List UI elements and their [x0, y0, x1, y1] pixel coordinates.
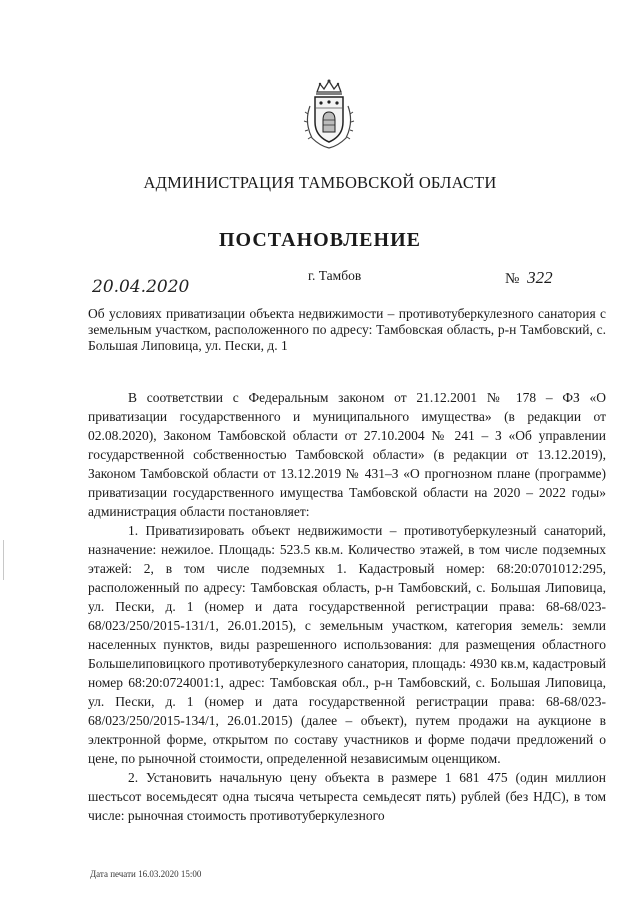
coat-of-arms-icon	[300, 78, 358, 150]
number-value: 322	[527, 268, 553, 287]
document-city: г. Тамбов	[308, 268, 362, 283]
agency-title: АДМИНИСТРАЦИЯ ТАМБОВСКОЙ ОБЛАСТИ	[143, 173, 497, 192]
document-number	[505, 268, 553, 288]
paragraph-item-1: 1. Приватизировать объект недвижимости – противотуберкулезный санаторий, назначение: нежилое. Площадь: 523.5 кв.м. Количество этажей, в том числе подземных этажей: 2, в том числе подземных 1. Кадастровый номер: 68:20:0701012:295, расположенный по адресу: Тамбовская область, р-н Тамбовский, с. Большая Липовица, ул. Пески, д. 1 (номер и дата государственной регистрации права: 68-68/023-68/023/250/2015-131/1, 26.01.2015), с земельным участком, категория земель: земли населенных пунктов, виды разрешенного использования: для размещения областного Большелиповицкого противотуберкулезного санатория, площадь: 4930 кв.м, кадастровый номер 68:20:0724001:1, адрес: Тамбовская обл., р-н Тамбовский, с. Большая Липовица, ул. Пески, д. 1 (номер и дата государственной регистрации права: 68-68/023-68/023/250/2015-134/1, 26.01.2015) (далее – объект), путем продажи на аукционе в электронной форме, открытом по составу участников и форме подачи предложений о цене, по рыночной стоимости, определенной независимым оценщиком.	[88, 523, 606, 766]
print-date-footer: Дата печати 16.03.2020 15:00	[90, 869, 202, 879]
margin-mark	[3, 540, 4, 580]
paragraph-preamble: В соответствии с Федеральным законом от 21.12.2001 № 178 – ФЗ «О приватизации государственного и муниципального имущества» (в редакции от 02.08.2020), Законом Тамбовской области от 27.10.2004 № 241 – З «Об управлении государственной собственностью Тамбовской области» (в редакции от 13.12.2019), Законом Тамбовской области от 13.12.2019 № 431–З «О прогнозном плане (программе) приватизации государственного имущества Тамбовской области на 2020 – 2022 годы» администрация области постановляет:	[88, 390, 606, 519]
paragraph-item-2: 2. Установить начальную цену объекта в размере 1 681 475 (один миллион шестьсот восемьдесят одна тысяча четыреста семьдесят пять) рублей (без НДС), в том числе: рыночная стоимость противотуберкулезного	[88, 770, 606, 823]
document-subject: Об условиях приватизации объекта недвижимости – противотуберкулезного санатория с земельным участком, расположенного по адресу: Тамбовская область, р-н Тамбовский, с. Большая Липовица, ул. Пески, д. 1	[88, 306, 606, 353]
number-label: №	[505, 271, 520, 287]
document-type-title: ПОСТАНОВЛЕНИЕ	[219, 229, 421, 251]
document-body	[88, 388, 606, 825]
document-date: 20.04.2020	[92, 277, 190, 297]
